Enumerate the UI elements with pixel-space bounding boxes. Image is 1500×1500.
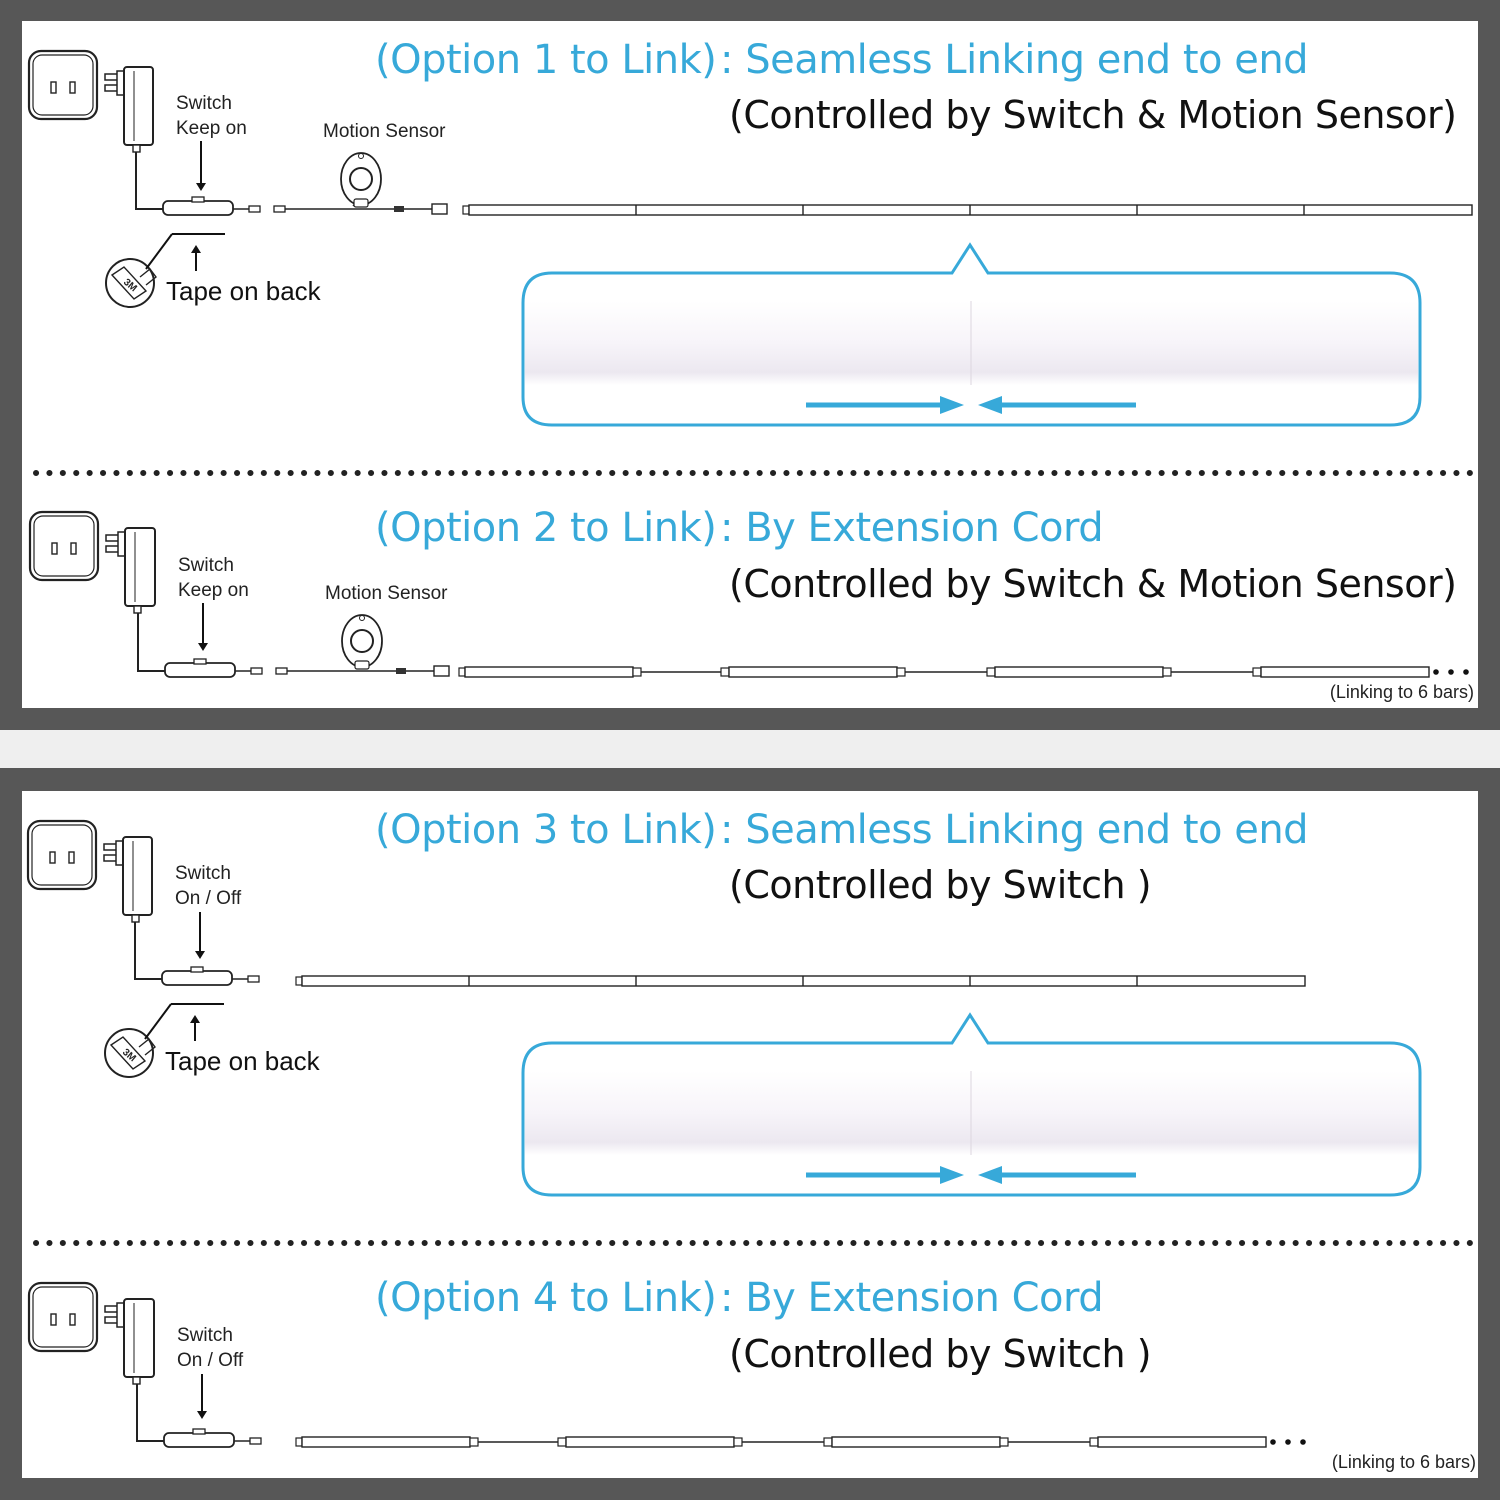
- power-cord: [137, 1384, 164, 1441]
- option1-tag: (Option 1 to Link): [375, 37, 717, 83]
- option2-subtitle: (Controlled by Switch & Motion Sensor): [729, 562, 1457, 606]
- option4-subtitle: (Controlled by Switch ): [729, 1332, 1152, 1376]
- power-cord: [135, 922, 162, 979]
- switch-label-line1: Switch: [178, 555, 234, 576]
- option3-switch-label: [175, 861, 241, 911]
- panel-options-1-2: [22, 21, 1478, 708]
- switch-label-line1: Switch: [177, 1325, 233, 1346]
- arrow-up-icon: [191, 245, 201, 253]
- 3m-logo-text: 3M: [121, 276, 139, 295]
- option4-switch-label: [177, 1323, 243, 1373]
- option1-switch-label: [176, 91, 247, 141]
- light-bars-extension: [296, 1437, 1306, 1447]
- light-bars-extension: [459, 667, 1469, 677]
- panel-options-3-4: [22, 791, 1478, 1478]
- tape-pointer: [145, 1004, 171, 1039]
- option1-title: : Seamless Linking end to end: [720, 37, 1309, 83]
- separator-strip: [0, 730, 1500, 768]
- arrow-down-icon: [195, 951, 205, 959]
- 3m-logo-text: 3M: [120, 1046, 138, 1065]
- option1-tape-label: Tape on back: [166, 276, 321, 306]
- motion-sensor-icon: [341, 153, 381, 207]
- switch-label-line2: Keep on: [176, 118, 247, 139]
- power-adapter-icon: [105, 67, 153, 152]
- switch-label-line2: Keep on: [178, 580, 249, 601]
- light-bars-seamless: [463, 205, 1472, 215]
- seamless-joint-callout: [523, 245, 1420, 425]
- wall-outlet-icon: [30, 512, 98, 580]
- option4-note: (Linking to 6 bars): [1331, 1452, 1476, 1472]
- arrow-down-icon: [198, 643, 208, 651]
- power-adapter-icon: [106, 528, 155, 613]
- arrow-down-icon: [197, 1411, 207, 1419]
- option2-sensor-label: Motion Sensor: [325, 583, 448, 604]
- wall-outlet-icon: [28, 821, 96, 889]
- wall-outlet-icon: [29, 51, 97, 119]
- power-adapter-icon: [104, 837, 152, 922]
- option2-note: (Linking to 6 bars): [1329, 682, 1474, 702]
- option4-tag: (Option 4 to Link): [375, 1275, 717, 1321]
- motion-sensor-icon: [342, 615, 382, 669]
- option4-title: : By Extension Cord: [720, 1275, 1104, 1321]
- arrow-up-icon: [190, 1015, 200, 1023]
- option2-tag: (Option 2 to Link): [375, 505, 717, 551]
- switch-icon: [162, 967, 259, 985]
- option3-subtitle: (Controlled by Switch ): [729, 863, 1152, 907]
- option1-subtitle: (Controlled by Switch & Motion Sensor): [729, 93, 1457, 137]
- switch-label-line1: Switch: [175, 863, 231, 884]
- option1-sensor-label: Motion Sensor: [323, 121, 446, 142]
- seamless-joint-callout: [523, 1015, 1420, 1195]
- power-cord: [136, 152, 163, 209]
- option3-title: : Seamless Linking end to end: [720, 807, 1309, 853]
- power-cord: [138, 613, 165, 671]
- wall-outlet-icon: [29, 1283, 97, 1351]
- switch-icon: [164, 1429, 261, 1447]
- switch-icon: [163, 197, 260, 215]
- switch-label-line2: On / Off: [177, 1350, 244, 1371]
- switch-icon: [165, 659, 262, 677]
- arrow-down-icon: [196, 183, 206, 191]
- option3-tape-label: Tape on back: [165, 1046, 320, 1076]
- tape-pointer: [146, 234, 172, 269]
- option3-tag: (Option 3 to Link): [375, 807, 717, 853]
- option2-switch-label: [178, 553, 249, 603]
- switch-label-line2: On / Off: [175, 888, 242, 909]
- option2-title: : By Extension Cord: [720, 505, 1104, 551]
- power-adapter-icon: [105, 1299, 154, 1384]
- light-bars-seamless: [296, 976, 1305, 986]
- switch-label-line1: Switch: [176, 93, 232, 114]
